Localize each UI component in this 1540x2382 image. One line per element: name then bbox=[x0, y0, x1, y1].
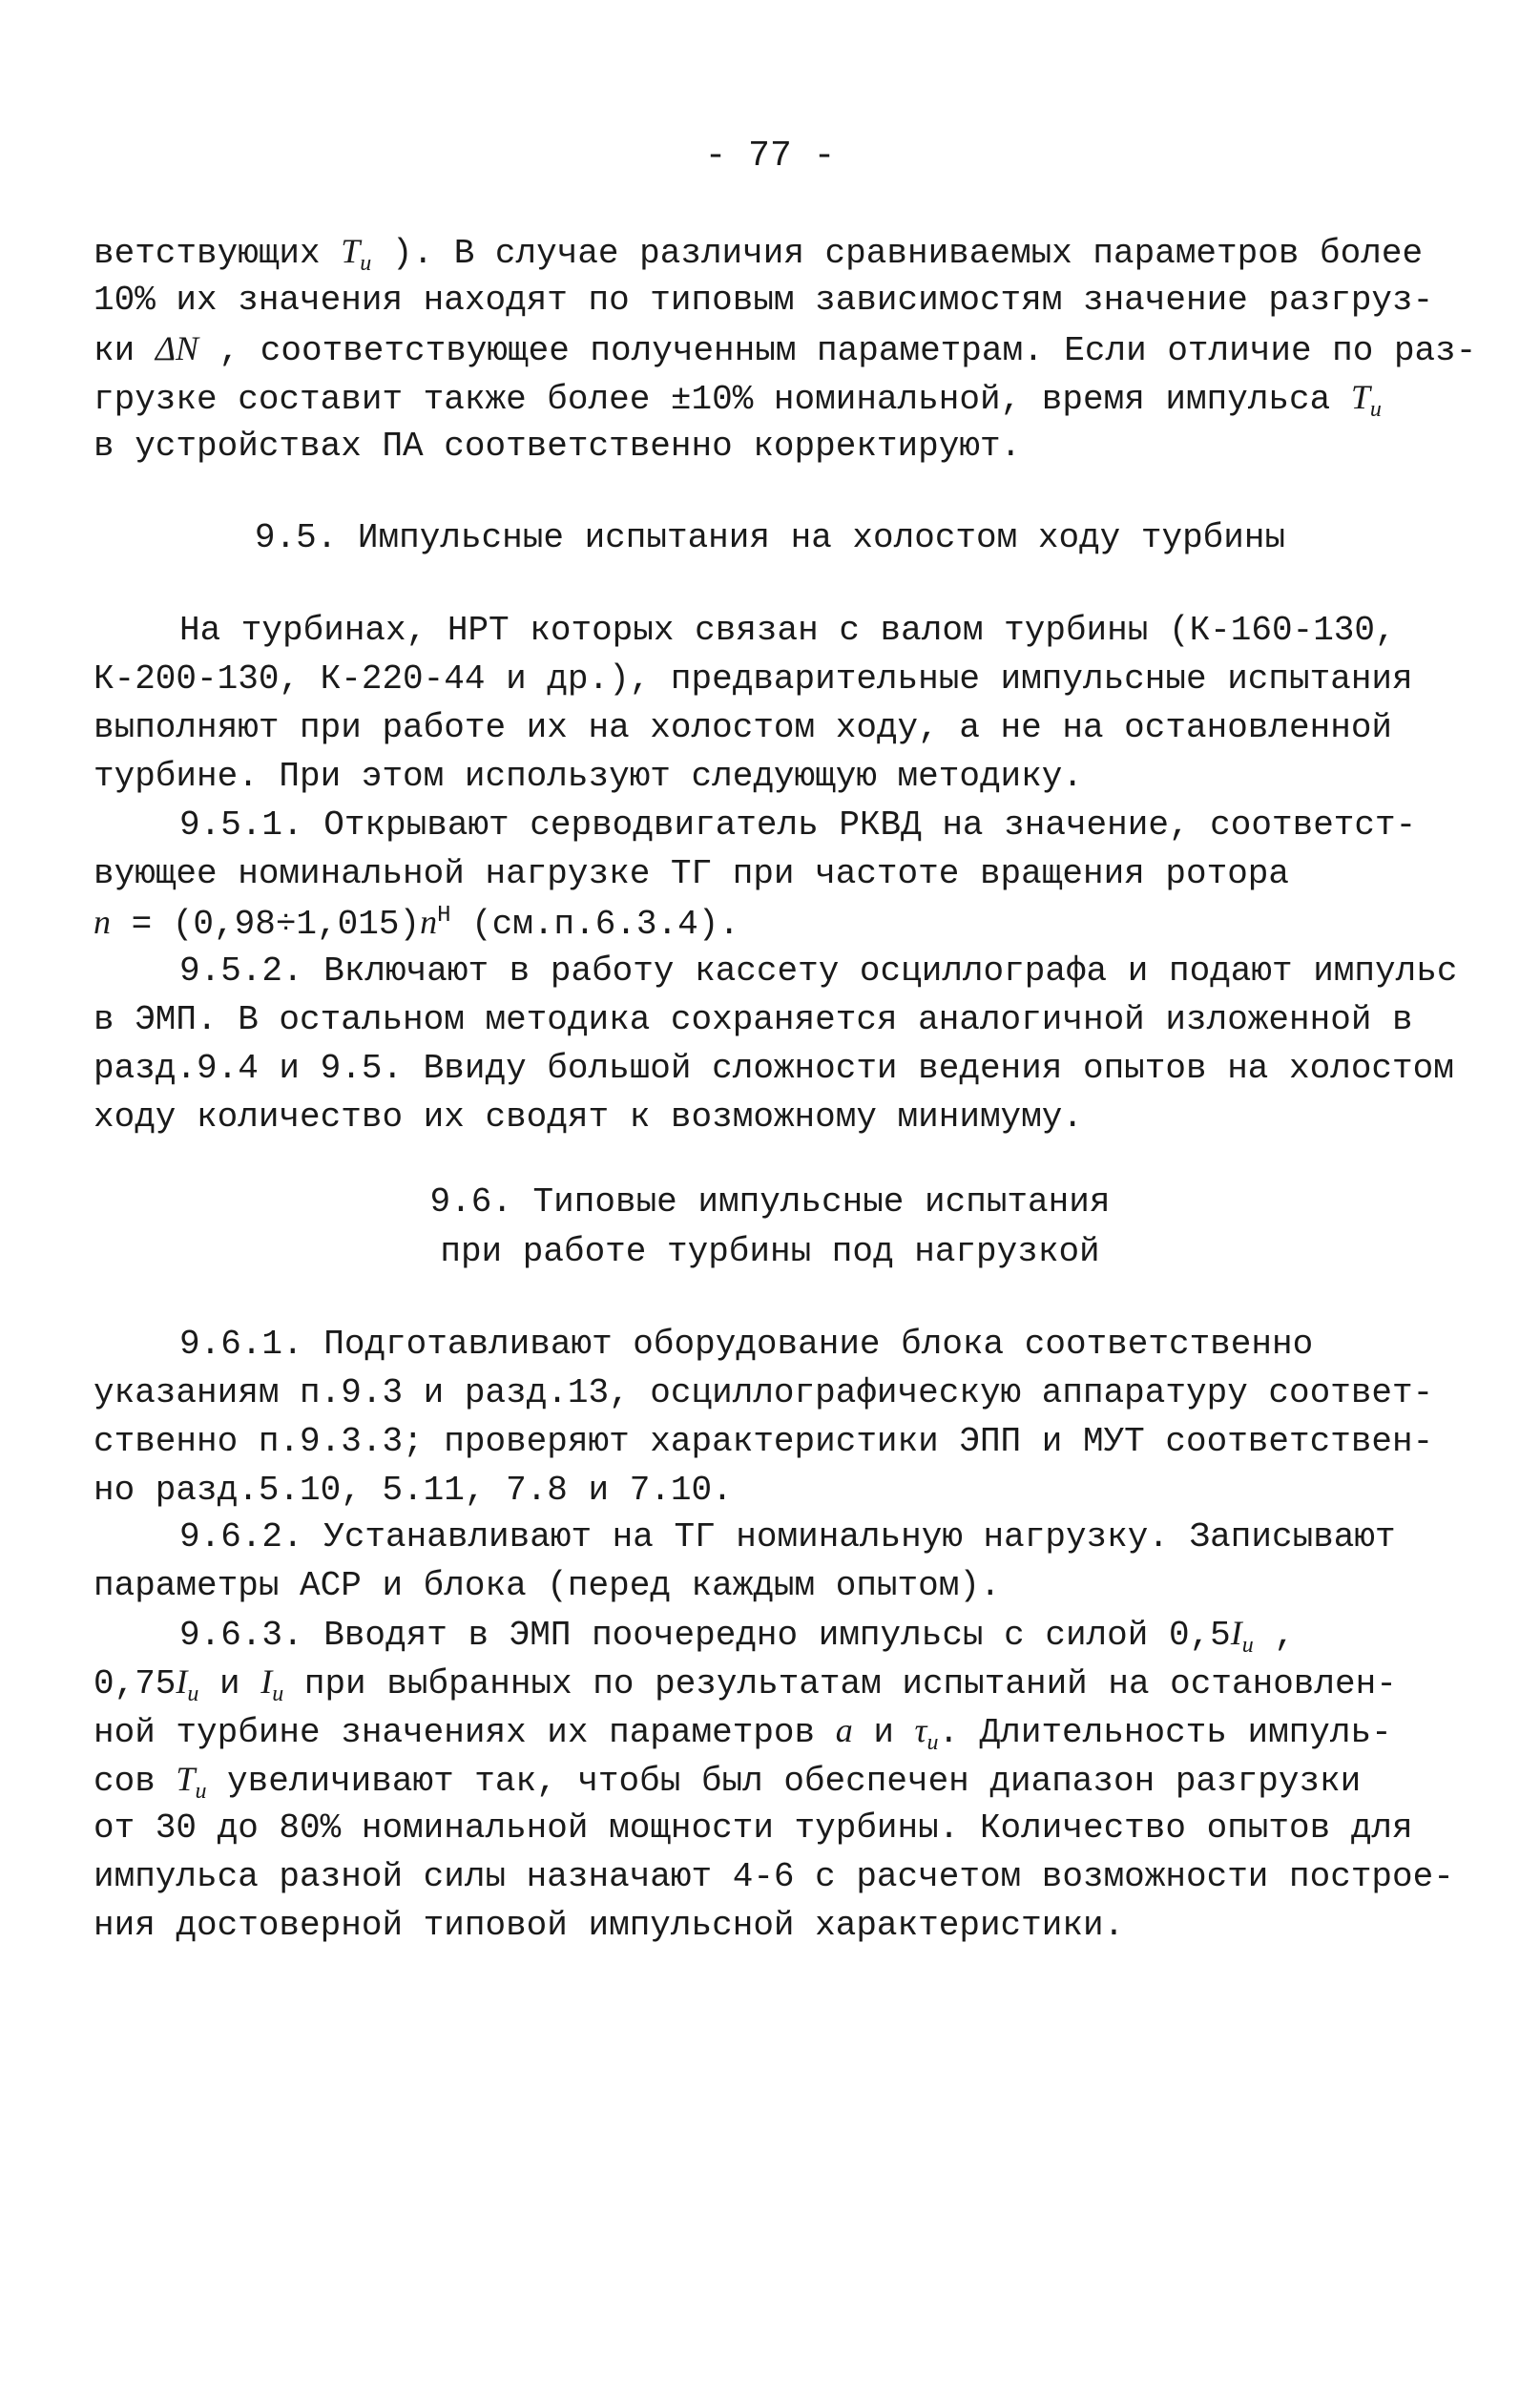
symbol-u: u bbox=[360, 251, 372, 277]
text-line: в устройствах ПА соответственно корректируют. bbox=[94, 427, 1022, 466]
text-line bbox=[94, 227, 1424, 277]
text-line: ходу количество их сводят к возможному минимуму. bbox=[94, 1097, 1083, 1137]
paragraph-9-6-2 bbox=[94, 1513, 1396, 1610]
text-fragment: ветствующих bbox=[94, 234, 342, 273]
paragraph-9-6-3 bbox=[94, 1609, 1454, 1950]
text-fragment: ки bbox=[94, 331, 156, 370]
text-line: но разд.5.10, 5.11, 7.8 и 7.10. bbox=[94, 1471, 733, 1510]
symbol-u: u bbox=[1241, 1633, 1254, 1659]
text-line: в ЭМП. В остальном методика сохраняется аналогичной изложенной в bbox=[94, 1000, 1413, 1039]
text-line: от 30 до 80% номинальной мощности турбины. Количество опытов для bbox=[94, 1808, 1413, 1848]
text-fragment: грузке составит также более bbox=[94, 380, 671, 419]
section-title-line: 9.6. Типовые импульсные испытания bbox=[429, 1182, 1111, 1222]
text-fragment: при выбранных по результатам испытаний на остановлен- bbox=[283, 1664, 1397, 1703]
text-line bbox=[94, 898, 1372, 947]
page-number: - 77 - bbox=[704, 136, 836, 177]
symbol-delta-n: ΔN bbox=[155, 329, 198, 367]
text-line bbox=[94, 324, 1477, 373]
text-line: выполняют при работе их на холостом ходу, а не на остановленной bbox=[94, 708, 1393, 747]
text-fragment: номинальной, время импульса bbox=[753, 380, 1351, 419]
text-line: указаниям п.9.3 и разд.13, осциллографическую аппаратуру соответ- bbox=[94, 1373, 1434, 1412]
text-line: 9.6.2. Устанавливают на ТГ номинальную нагрузку. Записывают bbox=[179, 1517, 1396, 1557]
text-fragment: 0,75 bbox=[94, 1664, 177, 1703]
symbol-I: I bbox=[176, 1662, 188, 1701]
symbol-tau: τ bbox=[914, 1711, 927, 1749]
paragraph-9-6-1 bbox=[94, 1320, 1434, 1515]
intro-paragraph bbox=[94, 227, 1477, 470]
text-fragment: , соответствующее полученным параметрам. Если отличие по раз- bbox=[198, 331, 1477, 370]
text-line: 9.6.1. Подготавливают оборудование блока соответственно bbox=[179, 1325, 1314, 1364]
text-fragment: , bbox=[1253, 1616, 1295, 1655]
symbol-n: n bbox=[94, 903, 111, 941]
text-fragment: увеличивают так, чтобы был обеспечен диапазон разгрузки bbox=[206, 1762, 1362, 1801]
text-fragment: и bbox=[198, 1664, 261, 1703]
text-fragment: (см.п.6.3.4). bbox=[450, 905, 739, 944]
symbol-u: u bbox=[1369, 397, 1382, 423]
paragraph-9-5-1 bbox=[94, 801, 1417, 947]
text-line: вующее номинальной нагрузке ТГ при частоте вращения ротора bbox=[94, 854, 1290, 893]
section-heading-9-5 bbox=[0, 513, 1540, 563]
text-line: параметры АСР и блока (перед каждым опытом). bbox=[94, 1566, 1001, 1605]
symbol-a: a bbox=[835, 1711, 853, 1749]
symbol-T: T bbox=[176, 1760, 196, 1798]
symbol-u: u bbox=[926, 1730, 939, 1756]
symbol-u: u bbox=[195, 1779, 207, 1805]
text-line: импульса разной силы назначают 4-6 с расчетом возможности построе- bbox=[94, 1857, 1454, 1896]
text-line: На турбинах, НРТ которых связан с валом турбины (К-160-130, bbox=[179, 611, 1396, 650]
section-title-line: при работе турбины под нагрузкой bbox=[440, 1232, 1100, 1271]
text-line: разд.9.4 и 9.5. Ввиду большой сложности ведения опытов на холостом bbox=[94, 1049, 1454, 1088]
text-fragment: ной турбине значениях их параметров bbox=[94, 1713, 836, 1752]
text-line bbox=[94, 373, 1382, 423]
paragraph-9-5-2 bbox=[94, 947, 1458, 1141]
text-line: ственно п.9.3.3; проверяют характеристики ЭПП и МУТ соответствен- bbox=[94, 1422, 1434, 1461]
text-line bbox=[94, 1609, 1372, 1658]
text-line: ния достоверной типовой импульсной характеристики. bbox=[94, 1906, 1125, 1945]
text-line: 9.5.2. Включают в работу кассету осциллографа и подают импульс bbox=[179, 951, 1458, 991]
text-line bbox=[94, 1706, 1392, 1756]
symbol-T: T bbox=[341, 232, 361, 270]
paragraph-9-5-intro bbox=[94, 606, 1413, 801]
text-line: 9.5.1. Открывают серводвигатель РКВД на значение, соответст- bbox=[179, 805, 1417, 845]
text-line bbox=[94, 1755, 1372, 1804]
symbol-T: T bbox=[1350, 378, 1370, 416]
text-fragment: . Длительность импуль- bbox=[938, 1713, 1392, 1752]
text-fragment: 9.6.3. Вводят в ЭМП поочередно импульсы с силой 0,5 bbox=[179, 1616, 1231, 1655]
text-line: турбине. При этом используют следующую методику. bbox=[94, 757, 1083, 796]
plus-minus-10: ±10% bbox=[670, 380, 754, 419]
symbol-I: I bbox=[1230, 1614, 1242, 1652]
text-fragment: сов bbox=[94, 1762, 177, 1801]
symbol-u: u bbox=[272, 1682, 284, 1707]
text-fragment: = (0,98÷1,015) bbox=[111, 905, 421, 944]
text-line bbox=[94, 1658, 1397, 1707]
text-line: 10% их значения находят по типовым зависимостям значение разгруз- bbox=[94, 281, 1434, 320]
symbol-I: I bbox=[260, 1662, 273, 1701]
text-line: К-200-130, К-220-44 и др.), предварительные импульсные испытания bbox=[94, 659, 1413, 699]
text-fragment: и bbox=[852, 1713, 915, 1752]
section-heading-9-6 bbox=[0, 1178, 1540, 1277]
section-title: 9.5. Импульсные испытания на холостом ходу турбины bbox=[254, 518, 1286, 557]
text-fragment: ). В случае различия сравниваемых параметров более bbox=[371, 234, 1424, 273]
superscript-H: H bbox=[437, 903, 451, 929]
symbol-u: u bbox=[187, 1682, 199, 1707]
symbol-n: n bbox=[420, 903, 438, 941]
